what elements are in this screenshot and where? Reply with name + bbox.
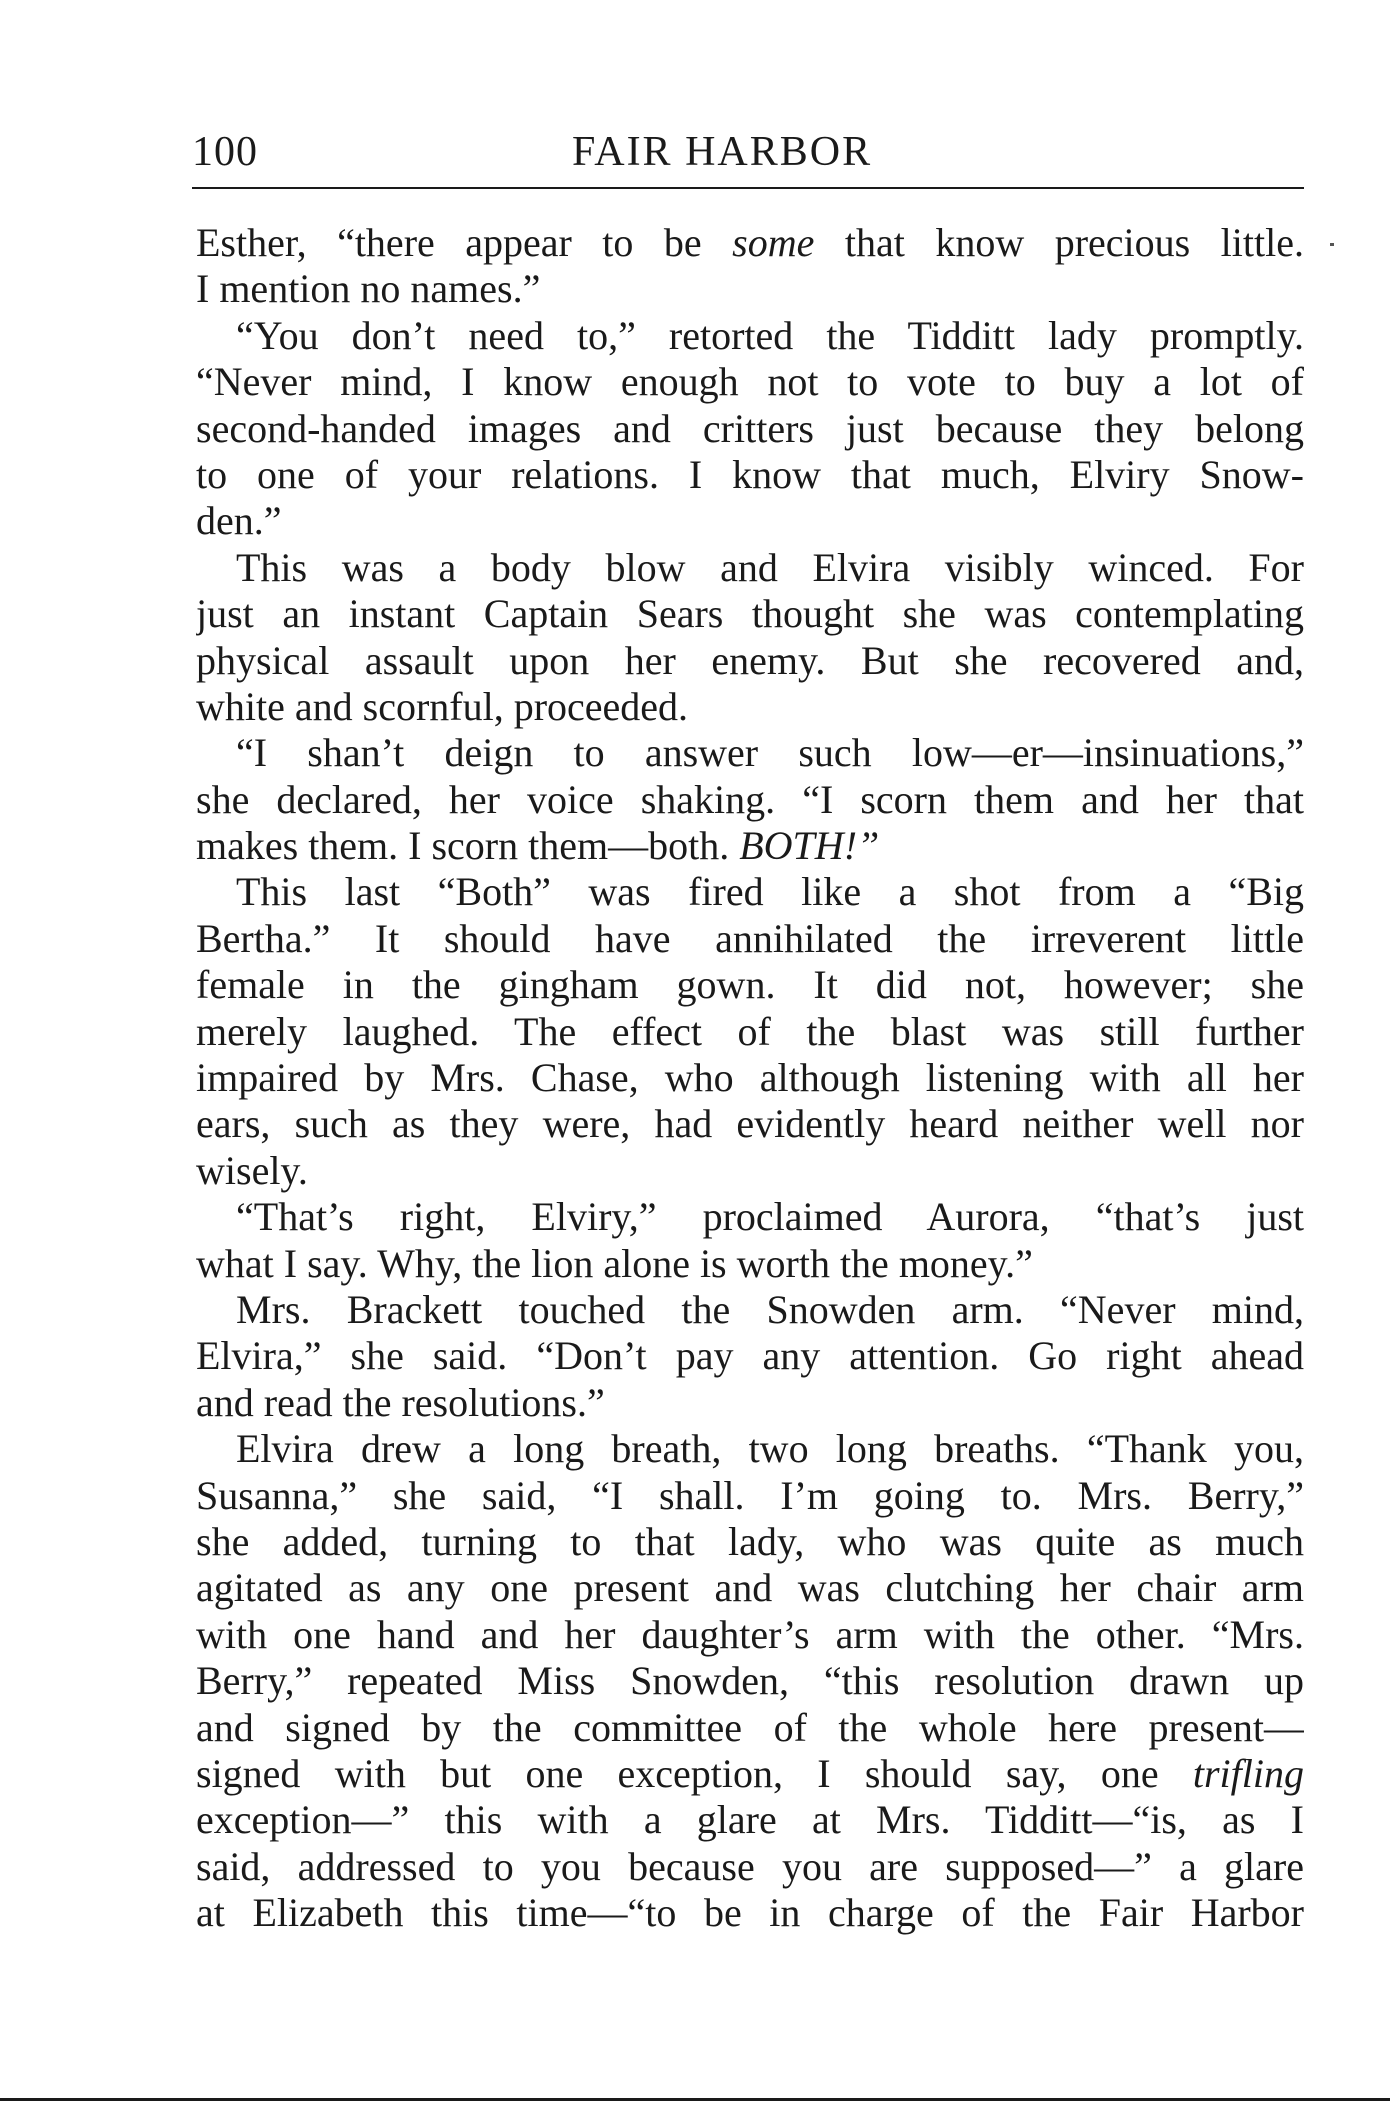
text-line: and read the resolutions.” [196,1379,605,1425]
text-line: just an instant Captain Sears thought she was contemplating [196,591,1304,637]
header-rule [192,187,1304,189]
text-line: Berry,” repeated Miss Snowden, “this resolution drawn up [196,1658,1304,1704]
text-line: “Never mind, I know enough not to vote to buy a lot of [196,359,1304,405]
page-header [192,128,1304,188]
text-line: what I say. Why, the lion alone is worth the money.” [196,1240,1033,1286]
text-line: This was a body blow and Elvira visibly winced. For [236,544,1304,590]
text-line: Elvira,” she said. “Don’t pay any attention. Go right ahead [196,1333,1304,1379]
text-line: impaired by Mrs. Chase, who although listening with all her [196,1055,1304,1101]
margin-mark [1330,243,1334,246]
text-line: female in the gingham gown. It did not, however; she [196,962,1304,1008]
text-line: Bertha.” It should have annihilated the irreverent little [196,915,1304,961]
text-line: ears, such as they were, had evidently heard neither well nor [196,1101,1304,1147]
text-line: she declared, her voice shaking. “I scorn them and her that [196,776,1304,822]
text-line: to one of your relations. I know that much, Elviry Snow- [196,451,1304,497]
text-line: white and scornful, proceeded. [196,683,689,729]
page-number: 100 [192,129,258,175]
text-line: den.” [196,498,282,544]
text-line: Susanna,” she said, “I shall. I’m going to. Mrs. Berry,” [196,1472,1304,1518]
text-line: “You don’t need to,” retorted the Tidditt lady promptly. [236,312,1304,358]
running-title: FAIR HARBOR [572,129,873,175]
text-line: she added, turning to that lady, who was quite as much [196,1518,1304,1564]
text-line: exception—” this with a glare at Mrs. Tidditt—“is, as I [196,1797,1304,1843]
text-line: wisely. [196,1147,308,1193]
bottom-edge-rule [0,2098,1390,2101]
text-line: “That’s right, Elviry,” proclaimed Aurora, “that’s just [236,1194,1304,1240]
text-line: physical assault upon her enemy. But she recovered and, [196,637,1304,683]
text-line: Mrs. Brackett touched the Snowden arm. “Never mind, [236,1286,1304,1332]
text-line: Esther, “there appear to be some that know precious little. [196,220,1304,265]
text-line: makes them. I scorn them—both. BOTH!” [196,823,880,869]
text-line: Elvira drew a long breath, two long breaths. “Thank you, [236,1426,1304,1472]
body-text [196,220,1304,1936]
text-line: second-handed images and critters just because they belong [196,405,1304,451]
text-line: with one hand and her daughter’s arm with the other. “Mrs. [196,1611,1304,1657]
text-line: This last “Both” was fired like a shot from a “Big [236,869,1304,915]
text-line: merely laughed. The effect of the blast was still further [196,1008,1304,1054]
text-line: “I shan’t deign to answer such low—er—insinuations,” [236,730,1304,776]
text-line: at Elizabeth this time—“to be in charge of the Fair Harbor [196,1890,1304,1936]
text-line: I mention no names.” [196,266,541,312]
text-line: agitated as any one present and was clutching her chair arm [196,1565,1304,1611]
text-line: said, addressed to you because you are supposed—” a glare [196,1843,1304,1889]
text-line: and signed by the committee of the whole here present— [196,1704,1304,1750]
text-line: signed with but one exception, I should say, one trifling [196,1750,1304,1796]
